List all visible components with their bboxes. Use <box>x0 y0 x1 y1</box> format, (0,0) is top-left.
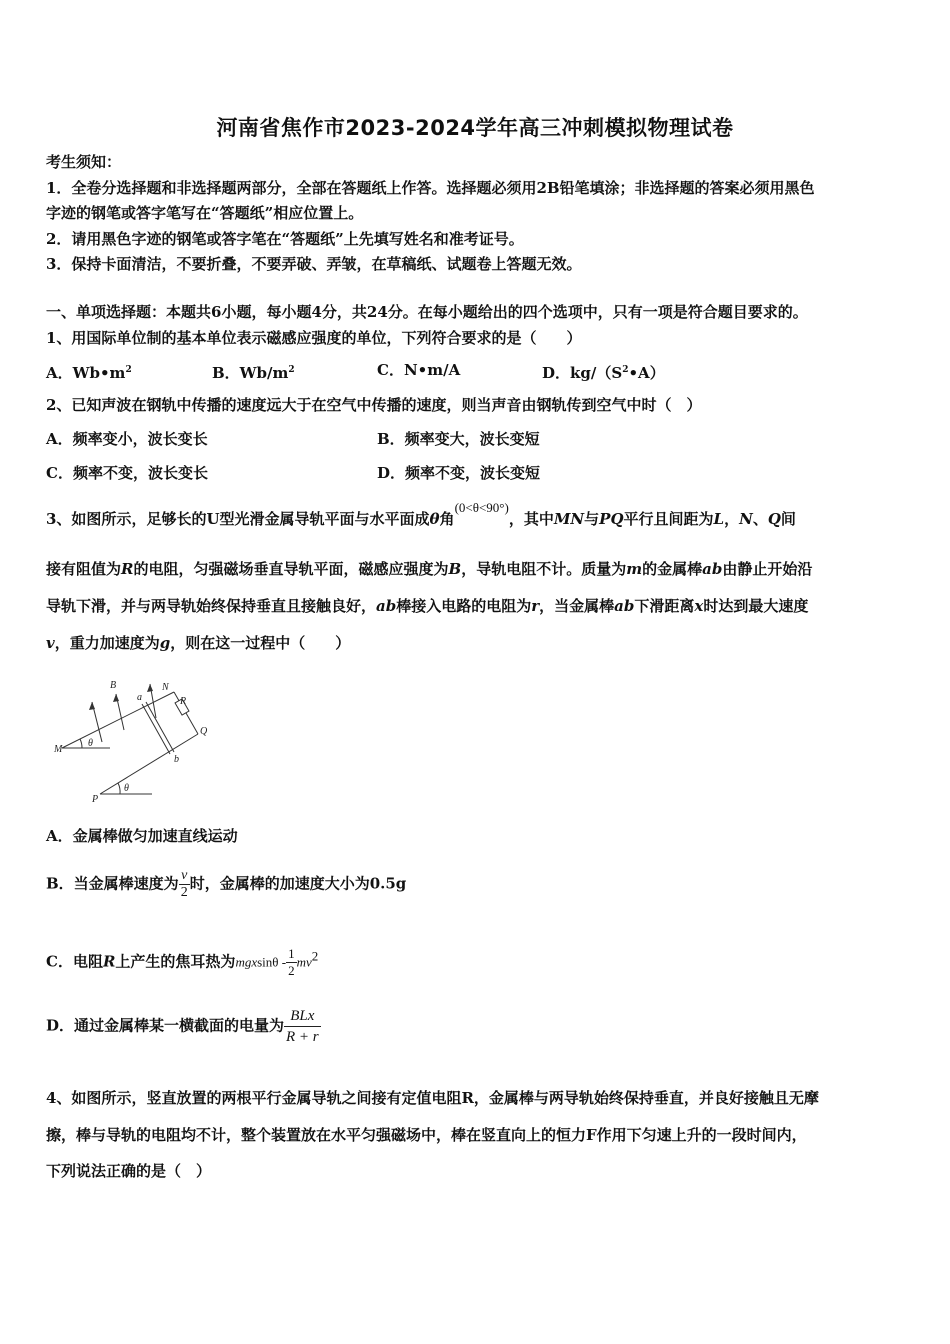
q1-option-b: B．$Wb/m^2$ <box>212 364 295 382</box>
label-Q: Q <box>200 726 208 737</box>
q3-option-c: C．电阻R上产生的焦耳热为mgxsinθ - $\frac{1}{2}$ mv2 <box>46 946 319 978</box>
notice-item-1: 1．全卷分选择题和非选择题两部分，全部在答题纸上作答。选择题必须用2B铅笔填涂；非选择题的答案必须用黑色 <box>46 179 815 197</box>
q3-incline-rail-figure <box>52 672 222 807</box>
q1-option-a: A．$Wb•m^2$ <box>46 364 132 382</box>
q3-option-a: A．金属棒做匀加速直线运动 <box>46 827 238 845</box>
page-title: 河南省焦作市2023-2024学年高三冲刺模拟物理试卷 <box>216 116 734 140</box>
label-P: P <box>92 794 99 805</box>
q3-stem-line-3: 导轨下滑，并与两导轨始终保持垂直且接触良好，ab棒接入电路的电阻为r，当金属棒ab下滑距离x时达到最大速度 <box>46 597 809 615</box>
q3-stem-line-2: 接有阻值为R的电阻，匀强磁场垂直导轨平面，磁感应强度为B，导轨电阻不计。质量为m的金属棒ab由静止开始沿 <box>46 560 813 578</box>
q1-stem: 1、用国际单位制的基本单位表示磁感应强度的单位，下列符合要求的是（ ） <box>46 329 582 347</box>
label-theta-top: θ <box>88 738 93 749</box>
notice-heading: 考生须知： <box>46 153 122 171</box>
q2-option-d: D．频率不变，波长变短 <box>377 464 541 482</box>
label-b: b <box>174 754 179 765</box>
notice-item-3: 3．保持卡面清洁，不要折叠，不要弄破、弄皱，在草稿纸、试题卷上答题无效。 <box>46 255 582 273</box>
q3-stem-line-4: v，重力加速度为g，则在这一过程中（ ） <box>46 634 351 652</box>
rail-pq <box>100 734 198 794</box>
label-N: N <box>162 682 169 693</box>
q4-stem-line-1: 4、如图所示，竖直放置的两根平行金属导轨之间接有定值电阻R，金属棒与两导轨始终保持垂直，并良好接触且无摩 <box>46 1089 819 1107</box>
q2-stem: 2、已知声波在钢轨中传播的速度远大于在空气中传播的速度，则当声音由钢轨传到空气中时（ ） <box>46 396 702 414</box>
q3-angle-range: (0<θ<90°) <box>454 500 509 515</box>
q1-option-c: C．N•m/A <box>377 361 461 379</box>
label-M: M <box>54 744 63 755</box>
q4-stem-line-2: 擦，棒与导轨的电阻均不计，整个装置放在水平匀强磁场中，棒在竖直向上的恒力F作用下匀速上升的一段时间内， <box>46 1126 807 1144</box>
q2-option-c: C．频率不变，波长变长 <box>46 464 208 482</box>
q2-option-a: A．频率变小，波长变长 <box>46 430 208 448</box>
notice-item-2: 2．请用黑色字迹的钢笔或答字笔在“答题纸”上先填写姓名和准考证号。 <box>46 230 524 248</box>
q1-option-d: D．$kg/(S^2•A)$ <box>542 364 665 382</box>
q3-stem-line-1: 3、如图所示，足够长的U型光滑金属导轨平面与水平面成θ角(0<θ<90°)，其中MN与PQ平行且间距为L，N、Q间 <box>46 500 796 528</box>
q3-option-b: B．当金属棒速度为 $\frac{v}{2}$ 时，金属棒的加速度大小为0.5g <box>46 868 407 900</box>
q2-option-b: B．频率变大，波长变短 <box>377 430 540 448</box>
section-heading: 一、单项选择题：本题共6小题，每小题4分，共24分。在每小题给出的四个选项中，只有一项是符合题目要求的。 <box>46 303 808 321</box>
label-R: R <box>180 696 187 707</box>
label-B: B <box>110 680 117 691</box>
q4-stem-line-3: 下列说法正确的是（ ） <box>46 1162 212 1180</box>
q3-option-d: D．通过金属棒某一横截面的电量为 $\frac{\text{BLx}}{R + r}$ <box>46 1008 319 1045</box>
label-a: a <box>137 692 142 703</box>
label-theta-bottom: θ <box>124 783 129 794</box>
notice-item-1-cont: 字迹的钢笔或答字笔写在“答题纸”相应位置上。 <box>46 204 364 222</box>
